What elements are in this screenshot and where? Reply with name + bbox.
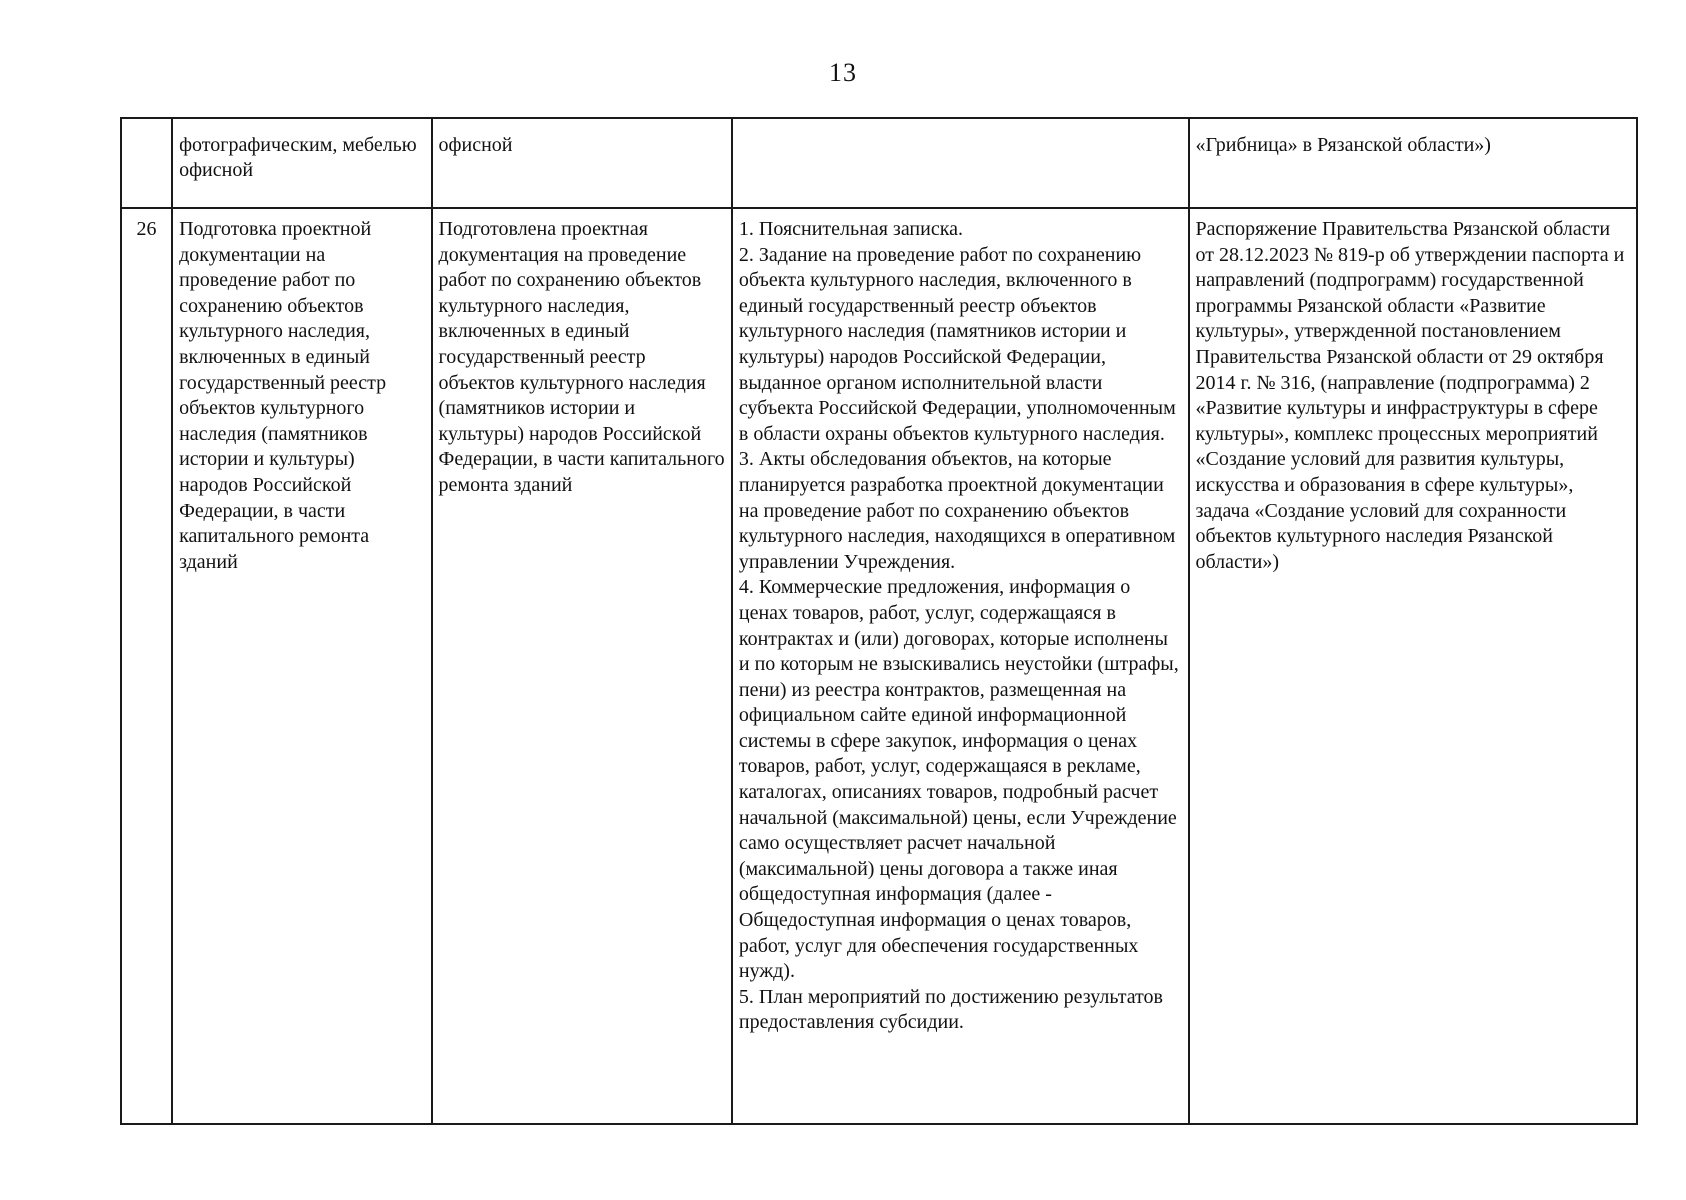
- document-list-item: 4. Коммерческие предложения, информация о ценах товаров, работ, услуг, содержащаяся в контрактах и (или) договорах, которые исполнены и по которым не взыскивались неустойки (штрафы, пени) из реестра контрактов, размещенная на официальном сайте единой информационной системы в сфере закупок, информация о ценах товаров, работ, услуг, содержащаяся в рекламе, каталогах, описаниях товаров, подробный расчет начальной (максимальной) цены, если Учреждение само осуществляет расчет начальной (максимальной) цены договора а также иная общедоступная информация (далее - Общедоступная информация о ценах товаров, работ, услуг для обеспечения государственных нужд).: [738, 576, 1179, 983]
- document-list-item: 5. План мероприятий по достижению результатов предоставления субсидии.: [738, 985, 1163, 1034]
- page-number: 13: [829, 58, 857, 87]
- cell-basis: Распоряжение Правительства Рязанской области от 28.12.2023 № 819-р об утверждении паспорта и направлений (подпрограмм) государственной программы Рязанской области «Развитие культуры», утвержденной постановлением Правительства Рязанской области от 29 октября 2014 г. № 316, (направление (подпрограмма) 2 «Развитие культуры и инфраструктуры в сфере культуры», комплекс процессных мероприятий «Создание условий для развития культуры, искусства и образования в сфере культуры», задача «Создание условий для сохранности объектов культурного наследия Рязанской области»): [1189, 208, 1638, 1124]
- row-number-cell: 26: [121, 208, 172, 1124]
- cell-description: Подготовка проектной документации на проведение работ по сохранению объектов культурного наследия, включенных в единый государственный реестр объектов культурного наследия (памятников истории и культуры) народов Российской Федерации, в части капитального ремонта зданий: [172, 208, 431, 1124]
- cell-description: фотографическим, мебелью офисной: [172, 118, 431, 208]
- row-number-cell: [121, 118, 172, 208]
- data-table: [120, 117, 1638, 1125]
- cell-documents: [732, 118, 1189, 208]
- document-list-item: 3. Акты обследования объектов, на которые планируется разработка проектной документации на проведение работ по сохранению объектов культурного наследия, находящихся в оперативном управлении Учреждения.: [738, 448, 1176, 573]
- table-row-26: [121, 208, 1637, 1124]
- document-list-item: 1. Пояснительная записка.: [738, 218, 964, 240]
- cell-basis: «Грибница» в Рязанской области»): [1189, 118, 1638, 208]
- table-row-continuation: [121, 118, 1637, 208]
- cell-documents: [732, 208, 1189, 1124]
- cell-result: Подготовлена проектная документация на проведение работ по сохранению объектов культурного наследия, включенных в единый государственный реестр объектов культурного наследия (памятников истории и культуры) народов Российской Федерации, в части капитального ремонта зданий: [432, 208, 732, 1124]
- cell-result: офисной: [432, 118, 732, 208]
- document-list-item: 2. Задание на проведение работ по сохранению объекта культурного наследия, включенного в единый государственный реестр объектов культурного наследия (памятников истории и культуры) народов Российской Федерации, выданное органом исполнительной власти субъекта Российской Федерации, уполномоченным в области охраны объектов культурного наследия.: [738, 243, 1176, 445]
